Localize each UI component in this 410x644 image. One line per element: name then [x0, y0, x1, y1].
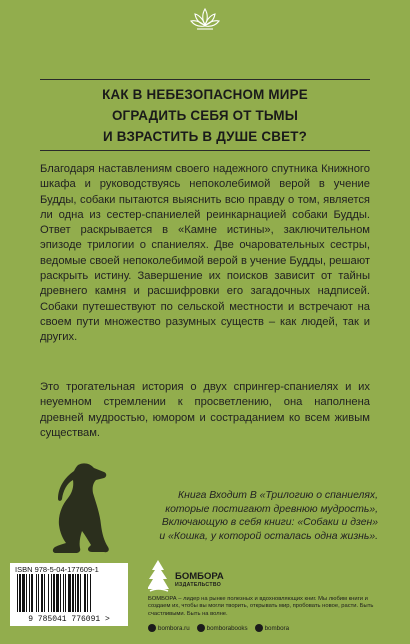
social-link-website[interactable]: [148, 624, 190, 632]
social-label: bombora: [264, 624, 290, 632]
series-note-line-3: Включающую в себя книги: «Собаки и дзен»: [161, 517, 378, 529]
social-label: bombora.ru: [158, 624, 190, 632]
barcode-bar: [38, 574, 39, 612]
barcode-bar: [68, 574, 71, 612]
barcode-bar: [51, 574, 52, 612]
barcode-bar: [65, 574, 66, 612]
barcode-bar: [36, 574, 37, 612]
barcode-bar: [53, 574, 55, 612]
isbn-text: ISBN 978-5-04-177609-1: [15, 565, 99, 574]
vk-icon: [197, 624, 205, 632]
lotus-icon: [188, 5, 222, 35]
series-note-line-2: которые постигают древнюю мудрость»,: [165, 503, 378, 515]
series-note-line-1: Книга Входит В «Трилогию о спаниелях,: [178, 490, 378, 501]
description-paragraph: Благодаря наставлениям своего надежного спутника Книжного шкафа и руководствуясь непоколебимой верой в учение Будды, собаки пытаются выяснить всю правду о том, является ли одна из сестер-спаниелей реинкарнацией собаки Будды. Ответ раскрывается в «Камне истины», заключительном эпизоде трилогии о спаниелях. Две очаровательных сестры, ведомые своей непоколебимой верой в учение Будды, решают раскрыть истину. Завершение их поисков зависит от тайны древнего камня и расшифровки его загадочных надписей. Собаки путешествуют по сельской местности и встречают на своем пути множество разумных существ – как людей, так и других.: [40, 163, 370, 344]
dog-silhouette-icon: [30, 459, 130, 559]
barcode-bar: [63, 574, 64, 612]
barcode-bar: [26, 574, 27, 612]
barcode-bar: [60, 574, 61, 612]
publisher-description: БОМБОРА – лидер на рынке полезных и вдохновляющих книг. Мы любим книги и создаем их, чтобы вы могли творить, открывать мир, пробовать новое, расти. Быть счастливыми. Быть на волне.: [148, 596, 374, 617]
barcode-bar: [87, 574, 88, 612]
barcode-bar: [56, 574, 59, 612]
series-note-line-4: и «Кошка, у которой осталась одна жизнь».: [159, 530, 378, 542]
bottom-divider: [40, 150, 370, 151]
barcode-image: [15, 574, 123, 612]
social-link-telegram[interactable]: [255, 624, 289, 632]
barcode-bar: [22, 574, 25, 612]
website-icon: [148, 624, 156, 632]
headline: [60, 84, 350, 147]
barcode-bar: [19, 574, 21, 612]
publisher-name: БОМБОРА: [175, 571, 224, 582]
headline-line-1: КАК В НЕБЕЗОПАСНОМ МИРЕ: [102, 87, 308, 102]
summary-paragraph: Это трогательная история о двух спрингер-спаниелях и их неуемном стремлении к просветлению, она наполнена древней мудростью, юмором и состраданием ко всем живым существам.: [40, 381, 370, 439]
barcode-bar: [44, 574, 45, 612]
barcode-bar: [77, 574, 79, 612]
series-note: [143, 489, 378, 543]
social-links: [148, 622, 289, 634]
top-divider: [40, 79, 370, 80]
social-label: bomborabooks: [206, 624, 248, 632]
barcode-panel: [10, 563, 128, 626]
publisher-subtitle: ИЗДАТЕЛЬСТВО: [175, 582, 222, 588]
telegram-icon: [255, 624, 263, 632]
barcode-bar: [84, 574, 86, 612]
barcode-bar: [17, 574, 18, 612]
barcode-bar: [41, 574, 43, 612]
headline-line-3: И ВЗРАСТИТЬ В ДУШЕ СВЕТ?: [103, 129, 307, 144]
barcode-bar: [48, 574, 49, 612]
barcode-bar: [80, 574, 81, 612]
social-link-vk[interactable]: [197, 624, 248, 632]
barcode-bar: [31, 574, 33, 612]
headline-line-2: ОГРАДИТЬ СЕБЯ ОТ ТЬМЫ: [111, 108, 299, 123]
barcode-bar: [29, 574, 30, 612]
barcode-bar: [72, 574, 74, 612]
barcode-number: 9 785041 776091 >: [28, 615, 110, 624]
barcode-bar: [90, 574, 91, 612]
barcode-bar: [75, 574, 76, 612]
